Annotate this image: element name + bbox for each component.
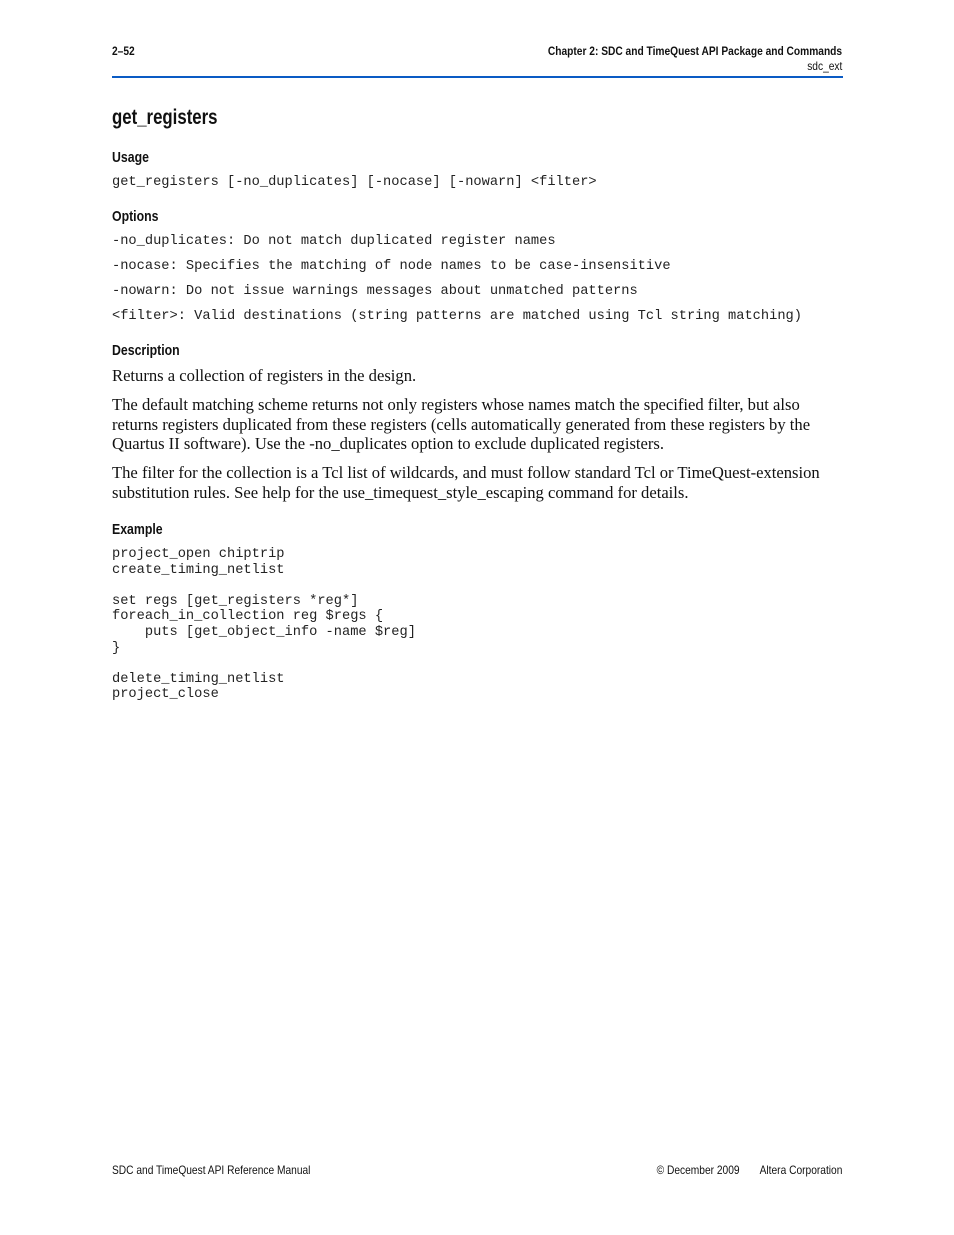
header-rule: [112, 76, 843, 78]
example-heading: Example: [112, 521, 163, 538]
option-item: -nowarn: Do not issue warnings messages about unmatched patterns: [112, 284, 638, 299]
page-title: get_registers: [112, 106, 218, 129]
usage-syntax: get_registers [-no_duplicates] [-nocase] [-nowarn] <filter>: [112, 175, 597, 190]
section-name: sdc_ext: [806, 59, 842, 73]
usage-heading: Usage: [112, 149, 149, 166]
description-paragraph: The default matching scheme returns not only registers whose names match the specified filter, but also returns registers duplicated from these registers (cells automatically generated from these registers by the Quartus II software). Use the -no_duplicates option to exclude duplicated registers.: [112, 395, 811, 453]
footer-date: © December 2009: [657, 1163, 740, 1177]
footer-company: Altera Corporation: [759, 1163, 842, 1177]
description-heading: Description: [112, 342, 180, 359]
description-paragraph: The filter for the collection is a Tcl list of wildcards, and must follow standard Tcl or TimeQuest-extension substitution rules. See help for the use_timequest_style_escaping command for details.: [112, 463, 820, 502]
option-item: -no_duplicates: Do not match duplicated register names: [112, 234, 556, 249]
option-item: <filter>: Valid destinations (string patterns are matched using Tcl string matching): [112, 309, 802, 324]
page-number: 2–52: [112, 44, 135, 58]
footer-manual: SDC and TimeQuest API Reference Manual: [112, 1163, 311, 1177]
description-paragraph: Returns a collection of registers in the design.: [112, 366, 417, 385]
chapter-title: Chapter 2: SDC and TimeQuest API Package and Commands: [547, 44, 842, 58]
options-heading: Options: [112, 208, 159, 225]
option-item: -nocase: Specifies the matching of node names to be case-insensitive: [112, 259, 671, 274]
example-code: project_open chiptrip create_timing_netlist set regs [get_registers *reg*] foreach_in_collection reg $regs { puts [get_object_info -name $reg] } delete_timing_netlist project_close: [112, 547, 416, 703]
